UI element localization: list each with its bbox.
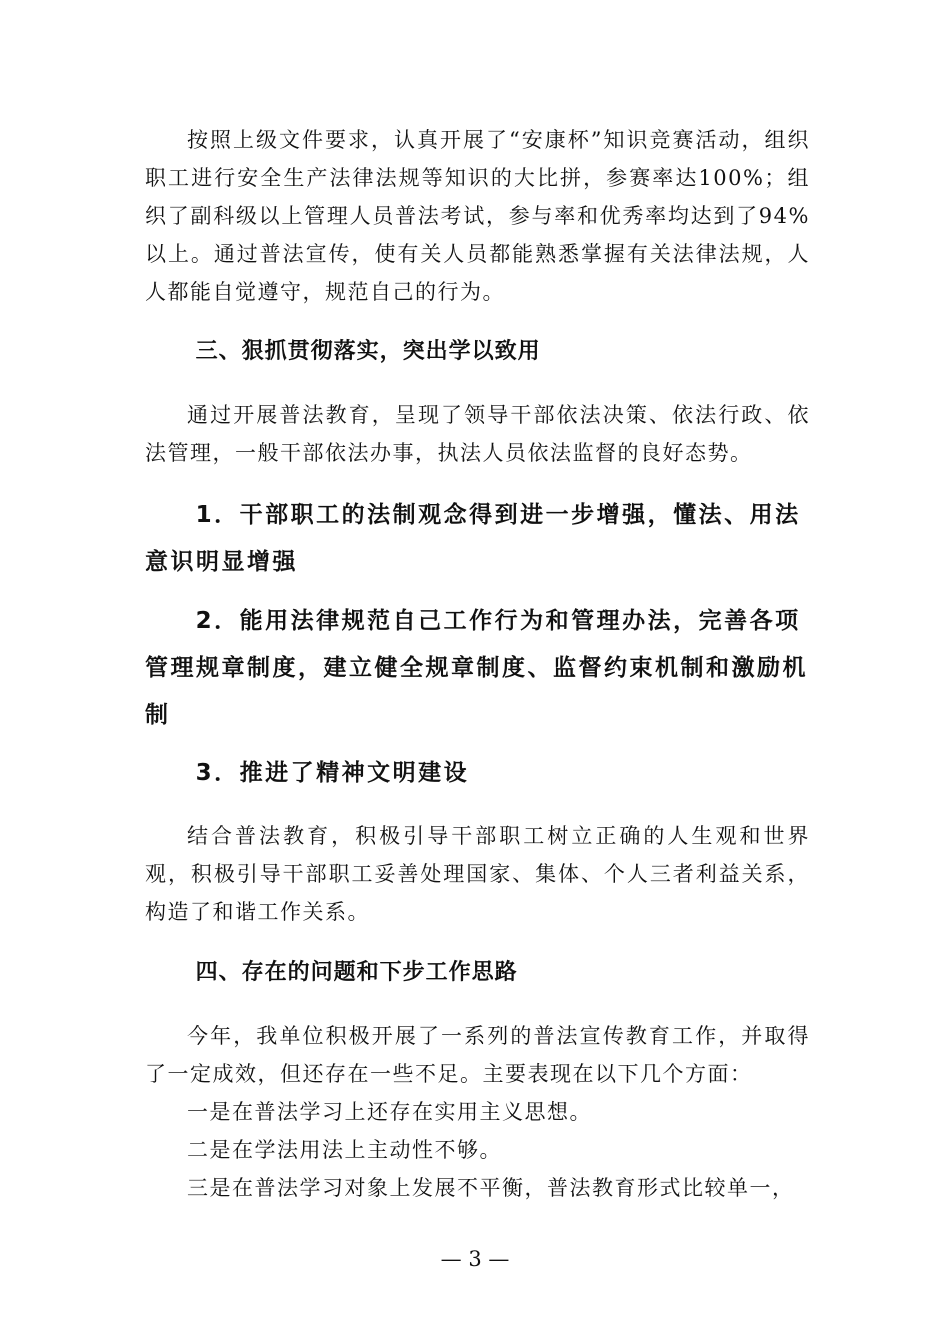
list-item-1: 一是在普法学习上还存在实用主义思想。 [187, 1100, 592, 1124]
paragraph-competition: 按照上级文件要求，认真开展了“安康杯”知识竞赛活动，组织职工进行安全生产法律法规等知识的大比拼，参赛率达100%；组织了副科级以上管理人员普法考试，参与率和优秀率均达到了94%以上。通过普法宣传，使有关人员都能熟悉掌握有关法律法规，人人都能自觉遵守，规范自己的行为。 [145, 128, 810, 304]
heading-section-four: 四、存在的问题和下步工作思路 [195, 960, 518, 985]
paragraph-effects: 通过开展普法教育，呈现了领导干部依法决策、依法行政、依法管理，一般干部依法办事，执法人员依法监督的良好态势。 [145, 403, 810, 465]
list-item-3: 三是在普法学习对象上发展不平衡，普法教育形式比较单一， [187, 1176, 795, 1200]
subheading-2: 2．能用法律规范自己工作行为和管理办法，完善各项管理规章制度，建立健全规章制度、监督约束机制和激励机制 [145, 608, 808, 728]
paragraph-civilization: 结合普法教育，积极引导干部职工树立正确的人生观和世界观，积极引导干部职工妥善处理国家、集体、个人三者利益关系，构造了和谐工作关系。 [145, 824, 810, 924]
subheading-3: 3．推进了精神文明建设 [195, 760, 470, 786]
subheading-1: 1．干部职工的法制观念得到进一步增强，懂法、用法意识明显增强 [145, 502, 801, 575]
list-item-2: 二是在学法用法上主动性不够。 [187, 1138, 502, 1162]
heading-section-three: 三、狠抓贯彻落实，突出学以致用 [195, 339, 541, 364]
page-number: — 3 — [440, 1247, 510, 1271]
paragraph-problems: 今年，我单位积极开展了一系列的普法宣传教育工作，并取得了一定成效，但还存在一些不足。主要表现在以下几个方面： [145, 1024, 810, 1086]
